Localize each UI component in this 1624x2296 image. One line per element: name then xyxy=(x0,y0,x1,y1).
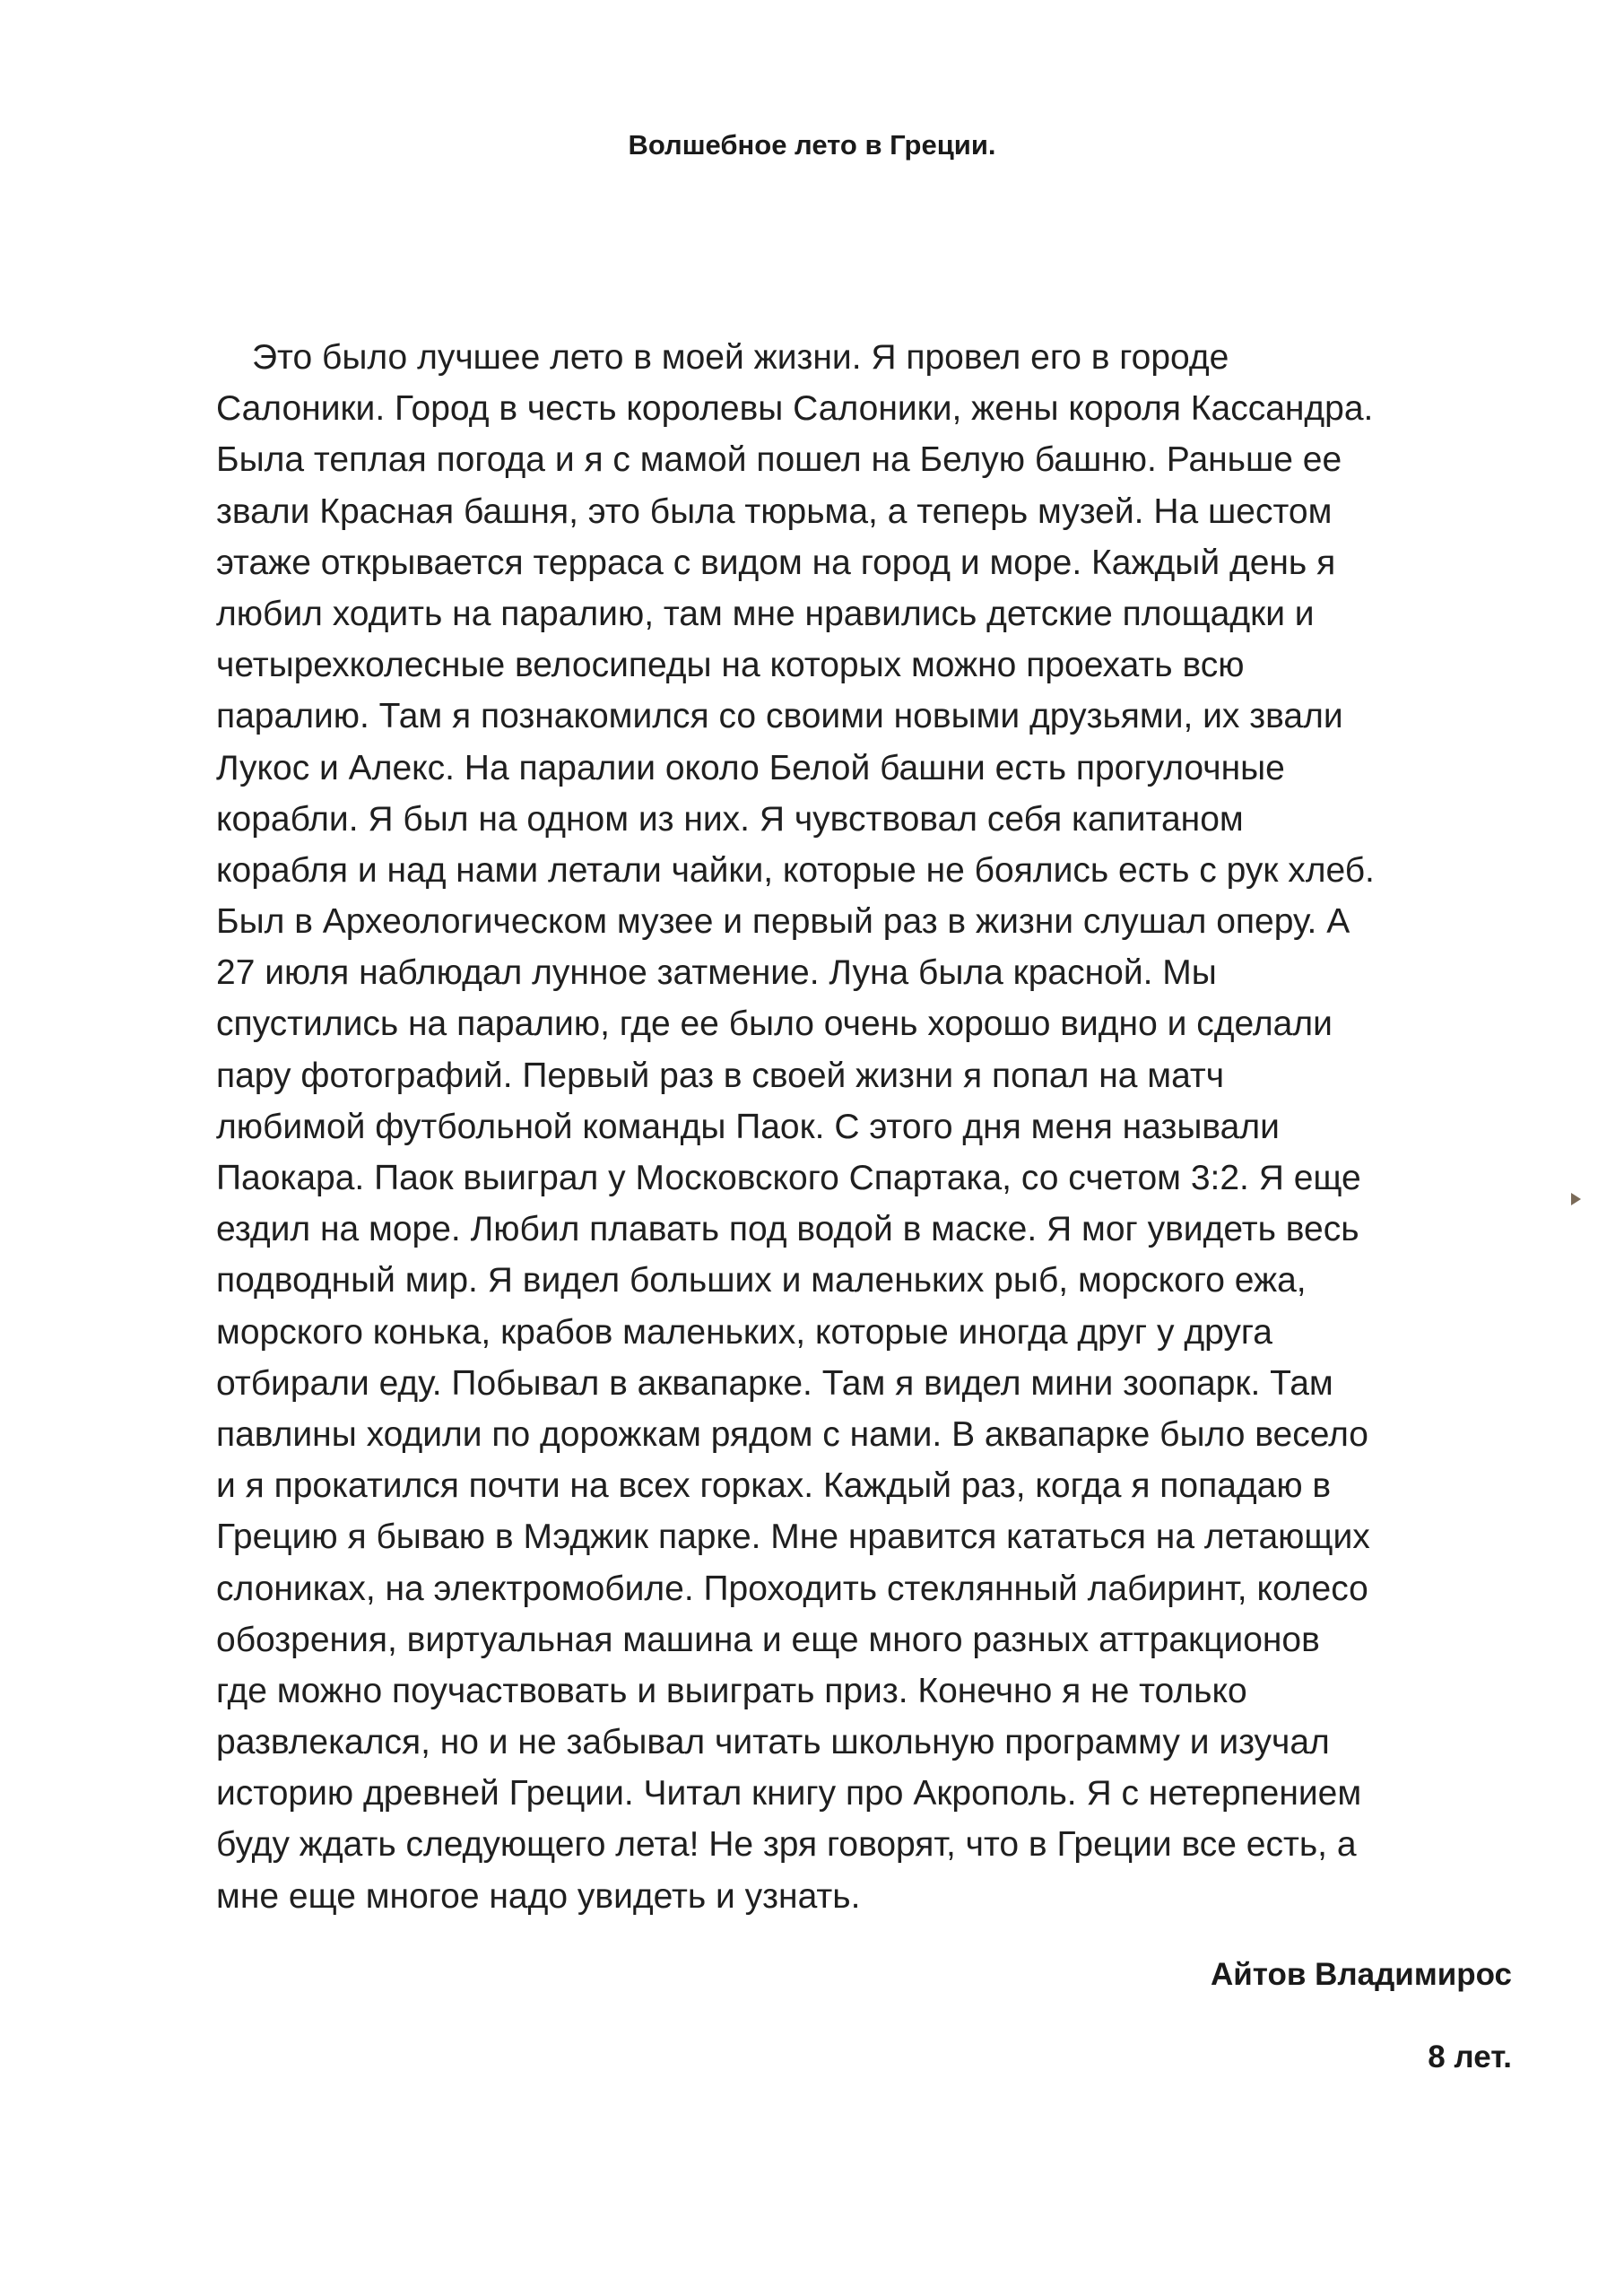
author-age: 8 лет. xyxy=(1428,2039,1512,2074)
essay-body xyxy=(216,332,1525,1922)
body-line: где можно поучаствовать и выиграть приз. Конечно я не только xyxy=(216,1671,1247,1710)
body-line: паралию. Там я познакомился со своими новыми друзьями, их звали xyxy=(216,697,1343,736)
body-line: пару фотографий. Первый раз в своей жизни я попал на матч xyxy=(216,1056,1225,1095)
body-line: спустились на паралию, где ее было очень хорошо видно и сделали xyxy=(216,1004,1333,1044)
body-line: Салоники. Город в честь королевы Салоники, жены короля Кассандра. xyxy=(216,389,1374,429)
body-line: Паокара. Паок выиграл у Московского Спартака, со счетом 3:2. Я еще xyxy=(216,1159,1361,1197)
scan-artifact-mark xyxy=(1571,1193,1581,1205)
body-line: Грецию я бываю в Мэджик парке. Мне нравится кататься на летающих xyxy=(216,1518,1370,1557)
body-line: отбирали еду. Побывал в аквапарке. Там я видел мини зоопарк. Там xyxy=(216,1363,1333,1403)
body-line: павлины ходили по дорожкам рядом с нами. В аквапарке было весело xyxy=(216,1414,1369,1454)
author-name: Айтов Владимирос xyxy=(1211,1957,1512,1992)
body-line: Лукос и Алекс. На паралии около Белой башни есть прогулочные xyxy=(216,748,1285,787)
body-line: Была теплая погода и я с мамой пошел на Белую башню. Раньше ее xyxy=(216,440,1342,480)
body-line: и я прокатился почти на всех горках. Каждый раз, когда я попадаю в xyxy=(216,1466,1332,1506)
document-title: Волшебное лето в Греции. xyxy=(628,129,996,161)
body-line: Это было лучшее лето в моей жизни. Я провел его в городе xyxy=(252,338,1229,377)
body-line: развлекался, но и не забывал читать школьную программу и изучал xyxy=(216,1723,1330,1762)
body-line: корабля и над нами летали чайки, которые не боялись есть с рук хлеб. xyxy=(216,850,1375,890)
body-line: историю древней Греции. Читал книгу про Акрополь. Я с нетерпением xyxy=(216,1774,1362,1813)
body-line: звали Красная башня, это была тюрьма, а теперь музей. На шестом xyxy=(216,491,1333,531)
body-line: мне еще многое надо увидеть и узнать. xyxy=(216,1876,861,1916)
body-line: обозрения, виртуальная машина и еще много разных аттракционов xyxy=(216,1620,1320,1659)
body-line: буду ждать следующего лета! Не зря говорят, что в Греции все есть, а xyxy=(216,1825,1357,1865)
body-line: 27 июля наблюдал лунное затмение. Луна была красной. Мы xyxy=(216,953,1217,993)
body-line: ездил на море. Любил плавать под водой в маске. Я мог увидеть весь xyxy=(216,1210,1359,1249)
body-line: четырехколесные велосипеды на которых можно проехать всю xyxy=(216,646,1245,685)
body-line: слониках, на электромобиле. Проходить стеклянный лабиринт, колесо xyxy=(216,1569,1368,1608)
body-line: любимой футбольной команды Паок. С этого дня меня называли xyxy=(216,1107,1280,1146)
body-line: морского конька, крабов маленьких, которые иногда друг у друга xyxy=(216,1312,1272,1352)
body-line: корабли. Я был на одном из них. Я чувствовал себя капитаном xyxy=(216,799,1244,839)
body-line: Был в Археологическом музее и первый раз в жизни слушал оперу. А xyxy=(216,902,1350,942)
body-line: подводный мир. Я видел больших и маленьких рыб, морского ежа, xyxy=(216,1261,1307,1300)
body-line: любил ходить на паралию, там мне нравились детские площадки и xyxy=(216,594,1315,633)
body-line: этаже открывается терраса с видом на город и море. Каждый день я xyxy=(216,543,1336,582)
